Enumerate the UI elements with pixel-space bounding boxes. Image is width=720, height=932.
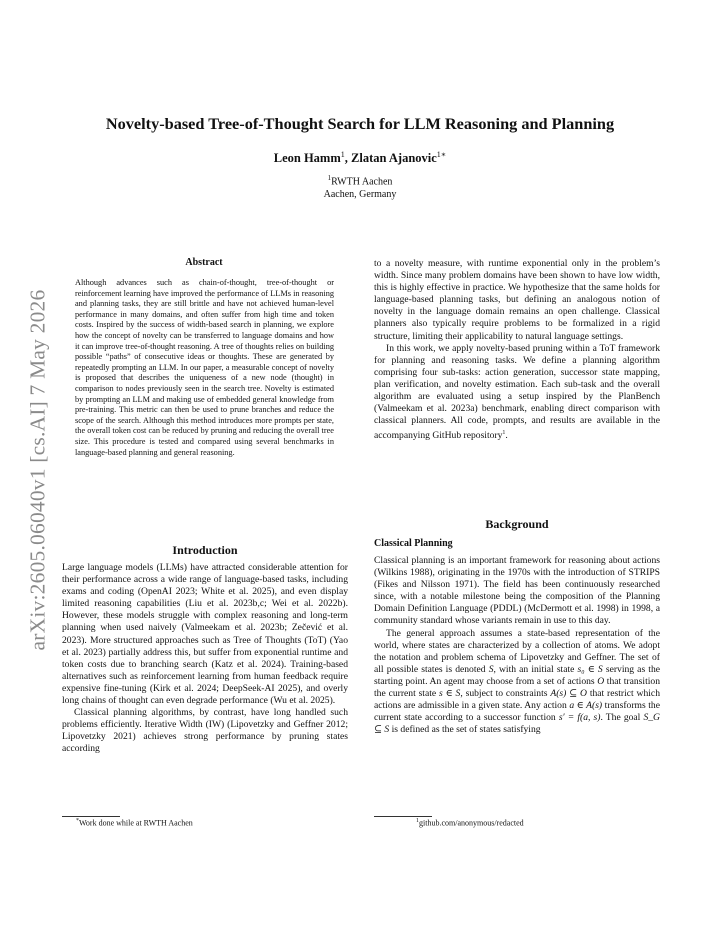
- paragraph-text: , subject to constraints: [460, 688, 551, 700]
- affiliation-name: RWTH Aachen: [331, 176, 393, 188]
- affiliation-block: [0, 172, 720, 201]
- math-symbol: A(s) ⊆ O: [550, 688, 587, 700]
- paragraph: Classical planning is an important framework for reasoning about actions (Wilkins 1988), originating in the 1970s with the introduction of STRIPS (Fikes and Nilsson 1971). The field has been continuously researched since, with a notable milestone being the composition of the Planning Domain Definition Language (PDDL) (McDermott et al. 1998) in 1998, a community standard whose variants remain in use to this day.: [374, 555, 660, 627]
- author-separator: ,: [344, 151, 352, 166]
- affiliation-marker: 1: [340, 150, 345, 159]
- classical-planning-subheading: Classical Planning: [374, 538, 453, 549]
- footnote-marker: 1: [502, 430, 506, 437]
- affiliation-place: Aachen, Germany: [323, 189, 397, 201]
- paragraph: Large language models (LLMs) have attracted considerable attention for their performance across a wide range of language-based tasks, including exams and coding (OpenAI 2023; White et al. 2025), and even display limited reasoning capabilities (Liu et al. 2023b,c; Wei et al. 2022b). However, these models struggle with complex reasoning and long-term planning when used naively (Valmeekam et al. 2023b; Zečević et al. 2023). More structured approaches such as Tree of Thoughts (ToT) (Yao et al. 2023) partially address this, but suffer from exponential runtime and token costs due to branching search (Katz et al. 2024). Training-based alternatives such as reinforcement learning from human feedback require expensive fine-tuning (Kirk et al. 2024; DeepSeek-AI 2025), and overly long chains of thought can even degrade performance (Wu et al. 2025).: [62, 562, 348, 707]
- paragraph-text: The general approach assumes a state-based representation of the world, where states are characterized by a collection of atoms. We adopt the notation and problem schema of Lipovetzky and Geffner. The set of all possible states is denoted: [374, 627, 660, 675]
- paragraph-text: , with an initial state: [493, 663, 578, 675]
- math-symbol: s′ = f(a, s): [558, 712, 601, 724]
- footnote-rule: [374, 816, 432, 817]
- footnote-right: [416, 818, 524, 828]
- paragraph: Classical planning algorithms, by contrast, have long handled such problems efficiently. Iterative Width (IW) (Lipovetzky and Geffner 2012; Lipovetzky 2021) achieves strong performance by pruning states according: [62, 707, 348, 755]
- paragraph-text: is defined as the set of states satisfying: [389, 724, 541, 736]
- math-symbol: O: [597, 675, 605, 687]
- math-symbol: s ∈ S: [439, 688, 461, 700]
- arxiv-watermark: [20, 275, 56, 665]
- math-symbol: S_G ⊆ S: [374, 712, 660, 736]
- right-column-intro: [374, 258, 660, 443]
- footnote-text: Work done while at RWTH Aachen: [79, 818, 193, 828]
- paragraph-text: In this work, we apply novelty-based pruning within a ToT framework for planning and reasoning tasks. We define a planning algorithm comprising four sub-tasks: action generation, successor state mapping, plan verification, and novelty estimation. Each sub-task and the overall algorithm are evaluated using a setup inspired by the PlanBench (Valmeekam et al. 2023a) benchmark, enabling direct comparison with classical planners. All code, prompts, and results are available in the accompanying GitHub repository: [374, 342, 660, 442]
- paragraph: [374, 343, 660, 443]
- background-heading: Background: [485, 517, 549, 531]
- affiliation-marker: 1∗: [436, 150, 447, 159]
- abstract-text: Although advances such as chain-of-thought, tree-of-thought or reinforcement learning have improved the performance of LLMs in reasoning and planning tasks, they are still brittle and have not achieved human-level performance in many domains, and often suffer from high time and token costs. Inspired by the success of width-based search in planning, we explore how the concept of novelty can be transferred to language domains and how it can improve tree-of-thought reasoning. A tree of thoughts relies on building possible “paths” of consecutive ideas or thoughts. These are generated by repeatedly prompting an LLM. In our paper, a measurable concept of novelty is proposed that describes the uniqueness of a new node (thought) in comparison to nodes previously seen in the search tree. Novelty is estimated by prompting an LLM and making use of embedded general knowledge from pre-training. This metric can then be used to prune branches and reduce the scope of the search. Although this method introduces more prompts per state, the overall token cost can be reduced by pruning and reducing the overall tree size. This procedure is tested and compared using several benchmarks in language-based planning and general reasoning.: [75, 278, 334, 457]
- paragraph: [374, 628, 660, 737]
- footnote-link: github.com/anonymous/redacted: [419, 818, 524, 828]
- affiliation-marker: 1: [327, 174, 332, 182]
- background-body: [374, 555, 660, 736]
- math-symbol: S: [488, 663, 494, 675]
- paragraph-text: transforms the current state according to a successor function: [374, 700, 660, 724]
- footnote-rule: [62, 816, 120, 817]
- paragraph-text: serving as the starting point. An agent may choose from a set of actions: [374, 663, 661, 687]
- author-list: [0, 150, 720, 166]
- math-symbol: a ∈ A(s): [569, 700, 603, 712]
- arxiv-identifier: arXiv:2605.06040v1 [cs.AI] 7 May 2026: [25, 289, 50, 651]
- author-name: Leon Hamm: [273, 151, 341, 166]
- author-name: Zlatan Ajanovic: [351, 151, 437, 166]
- affiliation-org: [0, 172, 720, 188]
- paragraph-text: . The goal: [600, 712, 644, 724]
- paper-title: Novelty-based Tree-of-Thought Search for LLM Reasoning and Planning: [105, 114, 615, 133]
- introduction-body: [62, 562, 348, 756]
- footnote-marker: *: [76, 818, 79, 824]
- introduction-heading: Introduction: [172, 543, 238, 557]
- math-symbol: s₀ ∈ S: [577, 663, 603, 675]
- footnote-marker: 1: [416, 818, 419, 824]
- paragraph-text: that transition the current state: [374, 675, 661, 700]
- abstract-heading: Abstract: [185, 257, 223, 268]
- punctuation: .: [505, 430, 508, 442]
- paragraph-text: that restrict which actions are admissible in a given state. Any action: [374, 688, 660, 712]
- footnote-left: [76, 818, 193, 828]
- paragraph: to a novelty measure, with runtime exponential only in the problem’s width. Since many problem domains have been shown to have low width, this is highly effective in practice. We hypothesize that the same holds for language-based planning tasks, but defining an analogous notion of novelty in the language domain remains an open challenge. Classical planners also typically require problems to be formalized in a rigid structure, limiting their applicability to natural language settings.: [374, 258, 660, 342]
